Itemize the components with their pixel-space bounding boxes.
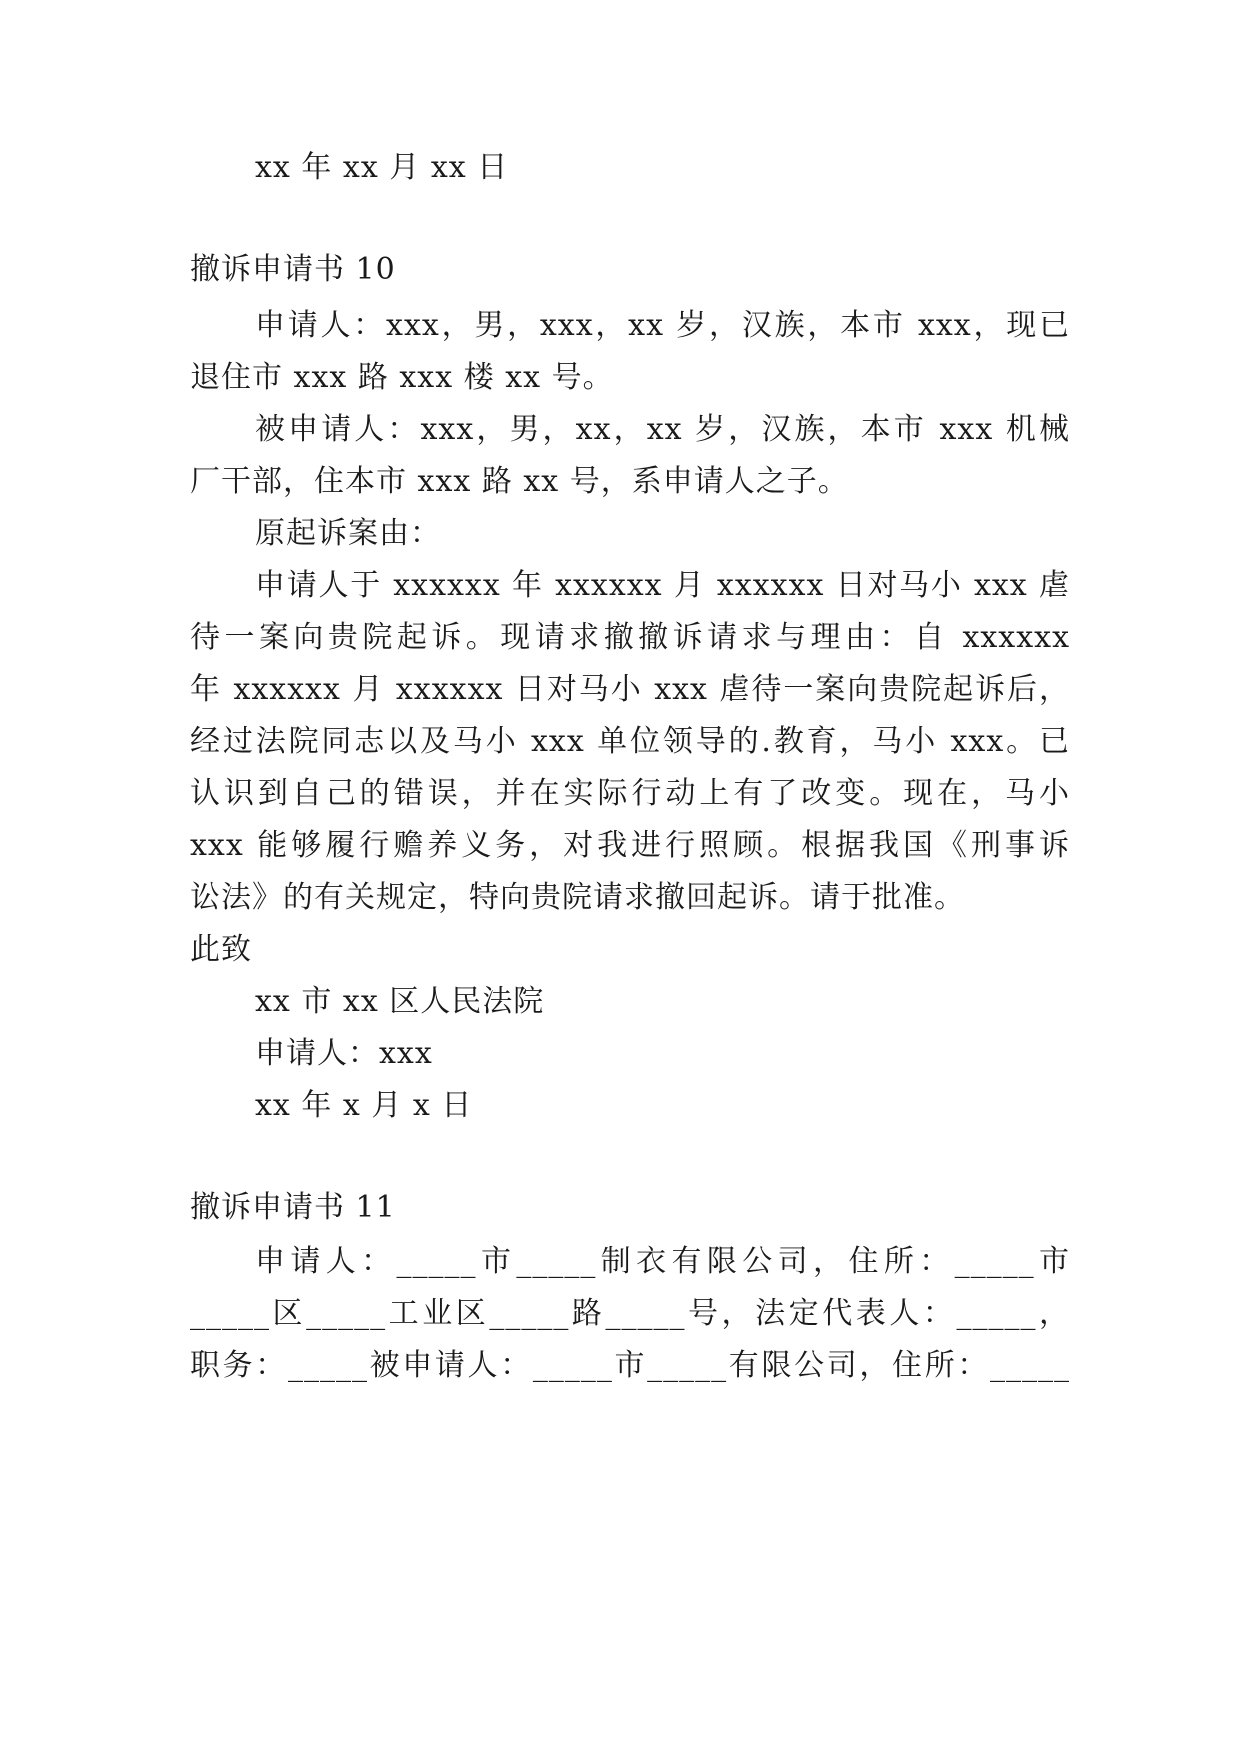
- body-line-4: 经过法院同志以及马小 xxx 单位领导的.教育，马小 xxx。已: [190, 724, 1070, 759]
- section-10-title: 撤诉申请书 10: [190, 252, 396, 287]
- body-line-7: 讼法》的有关规定，特向贵院请求撤回起诉。请于批准。: [190, 880, 965, 915]
- signature: 申请人：xxx: [255, 1036, 433, 1071]
- court-name: xx 市 xx 区人民法院: [255, 984, 545, 1019]
- respondent-line-1: 被申请人：xxx，男，xx，xx 岁，汉族，本市 xxx 机械: [255, 412, 1070, 447]
- body-line-6: xxx 能够履行赡养义务，对我进行照顾。根据我国《刑事诉: [190, 828, 1070, 863]
- cause-heading: 原起诉案由：: [255, 516, 441, 551]
- body-line-1: 申请人于 xxxxxx 年 xxxxxx 月 xxxxxx 日对马小 xxx 虐: [255, 568, 1070, 603]
- top-date: xx 年 xx 月 xx 日: [255, 150, 509, 185]
- respondent-line-2: 厂干部，住本市 xxx 路 xx 号，系申请人之子。: [190, 464, 849, 499]
- section-11-line-2: _____区_____工业区_____路_____号，法定代表人：_____，: [190, 1296, 1070, 1331]
- salutation: 此致: [190, 932, 252, 967]
- section-11-line-1: 申请人：_____市_____制衣有限公司，住所：_____市: [255, 1244, 1070, 1279]
- section-11-line-3: 职务：_____被申请人：_____市_____有限公司，住所：_____: [190, 1348, 1070, 1383]
- body-line-5: 认识到自己的错误，并在实际行动上有了改变。现在，马小: [190, 776, 1070, 811]
- body-line-3: 年 xxxxxx 月 xxxxxx 日对马小 xxx 虐待一案向贵院起诉后，: [190, 672, 1070, 707]
- body-line-2: 待一案向贵院起诉。现请求撤撤诉请求与理由：自 xxxxxx: [190, 620, 1070, 655]
- applicant-line-1: 申请人：xxx，男，xxx，xx 岁，汉族，本市 xxx，现已: [255, 308, 1070, 343]
- section-10-date: xx 年 x 月 x 日: [255, 1088, 473, 1123]
- section-11-title: 撤诉申请书 11: [190, 1190, 396, 1225]
- applicant-line-2: 退住市 xxx 路 xxx 楼 xx 号。: [190, 360, 614, 395]
